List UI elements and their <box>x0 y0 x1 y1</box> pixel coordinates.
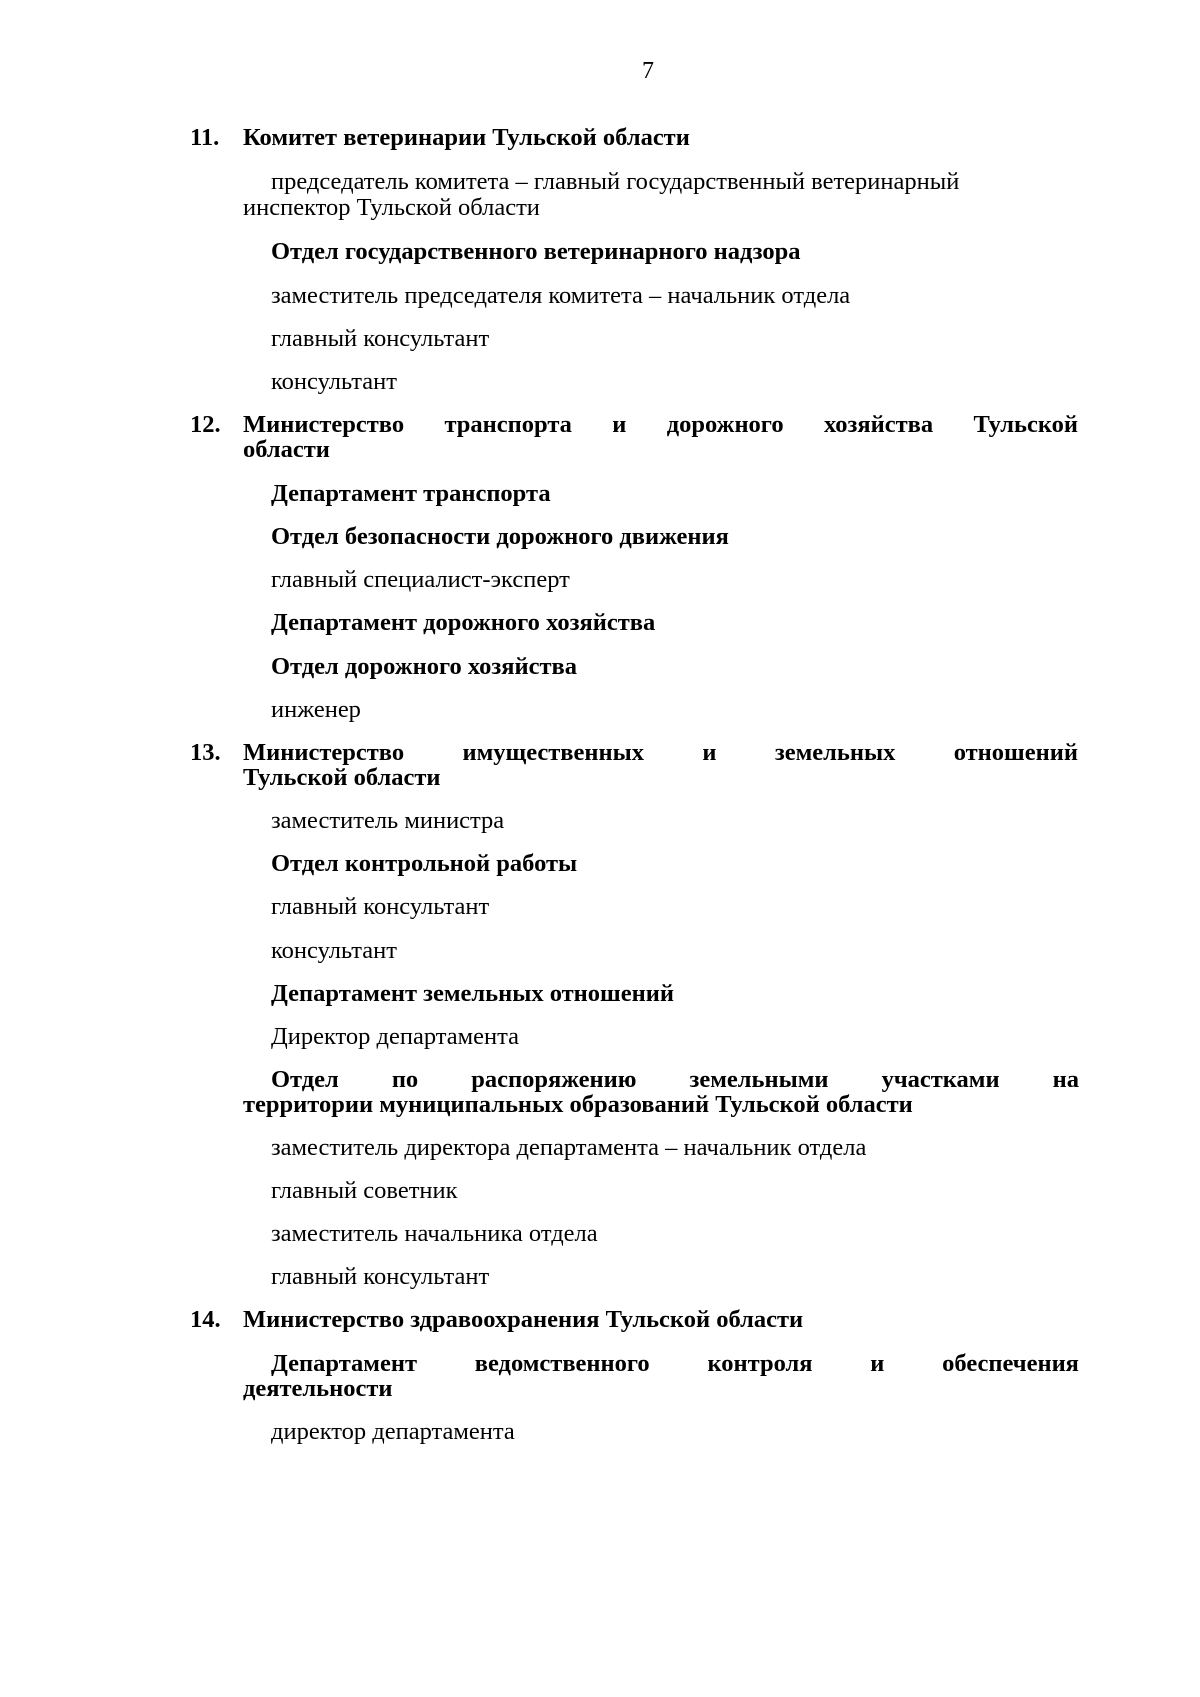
section-12-department-2-subdivision: Отдел дорожного хозяйства <box>271 653 578 680</box>
section-12-title <box>243 411 1078 438</box>
section-13-department-3-position-2: главный советник <box>271 1177 458 1204</box>
section-13-department-2-position-1: Директор департамента <box>271 1023 520 1050</box>
section-11-position-1: заместитель председателя комитета – начальник отдела <box>271 282 851 309</box>
section-14-department-1-position-1: директор департамента <box>271 1418 515 1445</box>
section-14-number: 14. <box>190 1306 221 1333</box>
section-13-title-word: Министерство <box>243 739 405 766</box>
section-13-title-word: и <box>702 739 717 766</box>
section-12-title-word: транспорта <box>444 411 572 438</box>
section-12-department-1-subdivision: Отдел безопасности дорожного движения <box>271 523 729 550</box>
section-14-department-1-word: контроля <box>707 1350 813 1377</box>
section-13-department-3-continuation: территории муниципальных образований Тульской области <box>243 1091 913 1118</box>
section-11-title: Комитет ветеринарии Тульской области <box>243 124 690 151</box>
section-14-department-1-word: обеспечения <box>942 1350 1079 1377</box>
section-11-chair-line1: председатель комитета – главный государственный ветеринарный <box>271 168 960 195</box>
section-13-department-1-position-1: главный консультант <box>271 893 490 920</box>
section-14-department-1-word: и <box>870 1350 885 1377</box>
section-13-department-3-word: по <box>391 1066 419 1093</box>
section-13-department-2: Департамент земельных отношений <box>271 980 674 1007</box>
section-14-title: Министерство здравоохранения Тульской области <box>243 1306 804 1333</box>
section-13-title <box>243 739 1078 766</box>
section-13-department-3-position-1: заместитель директора департамента – начальник отдела <box>271 1134 867 1161</box>
section-13-department-3-word: земельными <box>689 1066 829 1093</box>
section-11-position-2: главный консультант <box>271 325 490 352</box>
section-12-title-word: и <box>612 411 627 438</box>
section-14-department-1 <box>271 1350 1079 1377</box>
section-12-title-word: Тульской <box>973 411 1078 438</box>
section-14-department-1-word: ведомственного <box>474 1350 650 1377</box>
section-13-title-continuation: Тульской области <box>243 764 441 791</box>
section-12-title-word: дорожного <box>666 411 784 438</box>
section-11-position-3: консультант <box>271 368 397 395</box>
page-number: 7 <box>642 58 654 84</box>
section-12-department-1-position-1: главный специалист-эксперт <box>271 566 570 593</box>
section-13-department-3-word: на <box>1052 1066 1079 1093</box>
section-11-department-title: Отдел государственного ветеринарного надзора <box>271 238 801 265</box>
section-11-chair-line2: инспектор Тульской области <box>243 194 540 221</box>
section-13-title-word: отношений <box>953 739 1078 766</box>
section-12-title-word: Министерство <box>243 411 405 438</box>
section-13-department-3-position-4: главный консультант <box>271 1263 490 1290</box>
section-13-department-3 <box>271 1066 1079 1093</box>
section-13-department-3-word: участками <box>881 1066 1000 1093</box>
section-13-department-1-position-2: консультант <box>271 937 397 964</box>
section-13-deputy-minister: заместитель министра <box>271 807 505 834</box>
section-12-title-word: хозяйства <box>823 411 934 438</box>
section-12-department-1: Департамент транспорта <box>271 480 551 507</box>
section-11-number: 11. <box>190 124 220 151</box>
section-12-department-2: Департамент дорожного хозяйства <box>271 609 656 636</box>
section-13-department-1: Отдел контрольной работы <box>271 850 578 877</box>
section-12-number: 12. <box>190 411 221 438</box>
section-13-department-3-word: Отдел <box>271 1066 339 1093</box>
section-12-department-2-position-1: инженер <box>271 696 361 723</box>
section-13-department-3-word: распоряжению <box>471 1066 637 1093</box>
section-13-department-3-position-3: заместитель начальника отдела <box>271 1220 598 1247</box>
section-12-title-continuation: области <box>243 436 330 463</box>
section-13-title-word: земельных <box>774 739 896 766</box>
section-13-title-word: имущественных <box>462 739 645 766</box>
section-13-number: 13. <box>190 739 221 766</box>
section-14-department-1-continuation: деятельности <box>243 1375 393 1402</box>
section-14-department-1-word: Департамент <box>271 1350 417 1377</box>
